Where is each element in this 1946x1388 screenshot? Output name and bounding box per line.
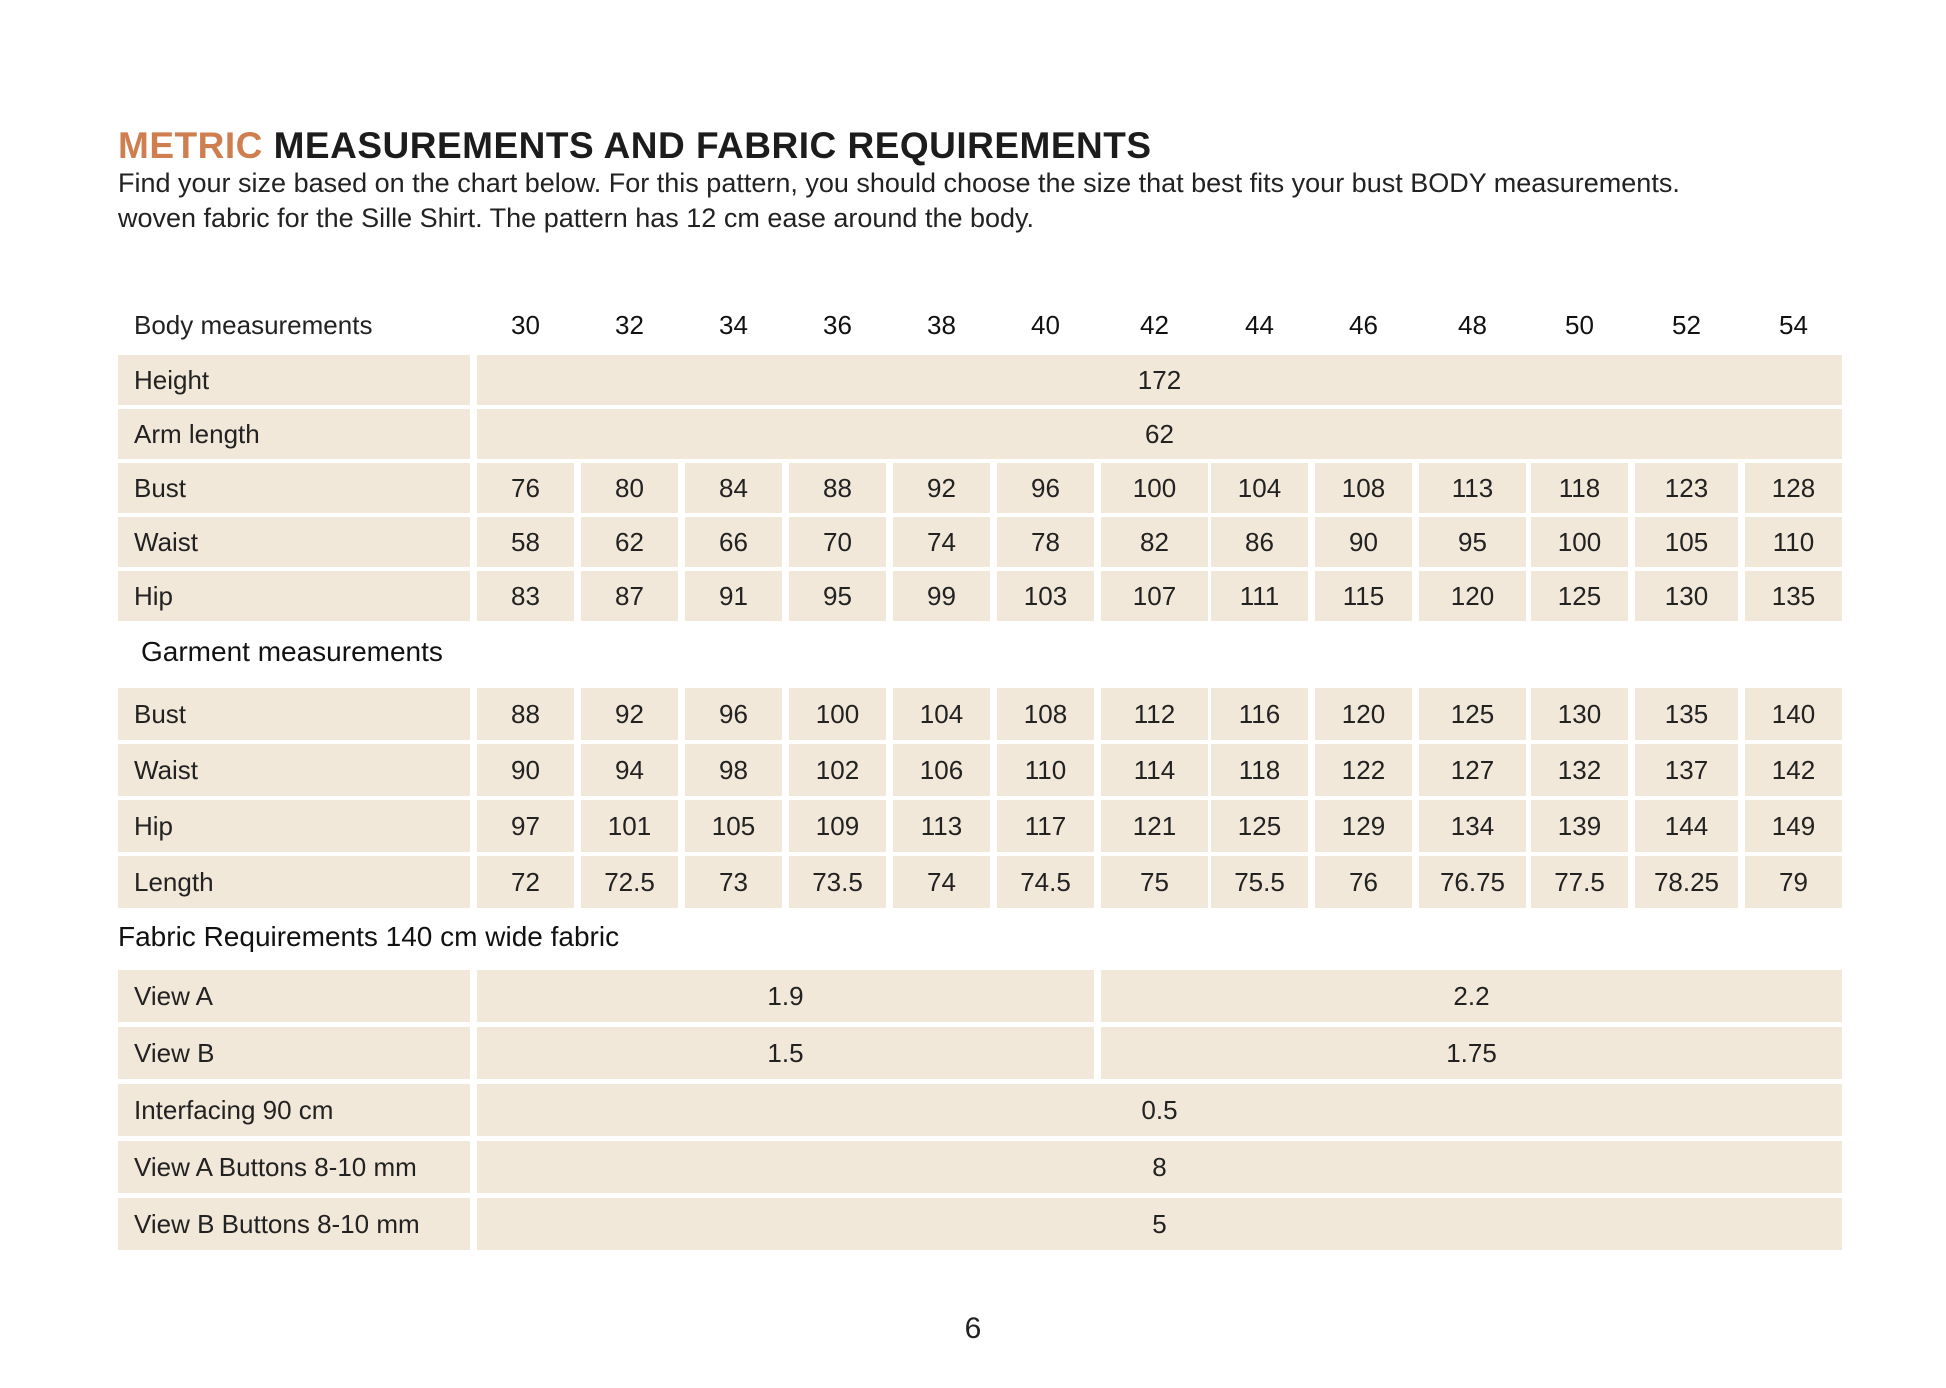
table-cell: 135 [1635,688,1738,740]
body-measurement-row [0,517,1946,567]
table-cell: 74 [893,517,990,567]
fabric-requirement-row [0,1084,1946,1136]
size-header-cell: 36 [823,309,852,340]
table-cell: 128 [1745,463,1842,513]
row-label: Waist [118,517,470,567]
table-cell: 94 [581,744,678,796]
table-cell: 70 [789,517,886,567]
table-cell: 111 [1211,571,1308,621]
table-cell: 106 [893,744,990,796]
split-cell: 2.2 [1101,970,1842,1022]
garment-measurement-row [0,744,1946,796]
page-title [118,122,1152,170]
size-header-cell: 48 [1458,309,1487,340]
table-cell: 108 [1315,463,1412,513]
table-cell: 75 [1101,856,1208,908]
fabric-requirement-row [0,1198,1946,1250]
table-cell: 125 [1211,800,1308,852]
table-cell: 73.5 [789,856,886,908]
size-header-cell: 44 [1245,309,1274,340]
intro-line-2: woven fabric for the Sille Shirt. The pattern has 12 cm ease around the body. [118,203,1035,233]
table-cell: 118 [1531,463,1628,513]
table-cell: 75.5 [1211,856,1308,908]
table-cell: 97 [477,800,574,852]
table-cell: 86 [1211,517,1308,567]
fabric-requirement-row [0,1141,1946,1193]
size-header-cell: 50 [1565,309,1594,340]
size-header-row [0,300,1946,350]
body-measurement-row [0,409,1946,459]
table-cell: 140 [1745,688,1842,740]
table-cell: 142 [1745,744,1842,796]
table-cell: 120 [1315,688,1412,740]
title-accent: METRIC [118,125,263,166]
fabric-requirement-row [0,970,1946,1022]
table-cell: 95 [789,571,886,621]
table-cell: 96 [997,463,1094,513]
table-cell: 123 [1635,463,1738,513]
row-label: Arm length [118,409,470,459]
table-cell: 130 [1635,571,1738,621]
table-cell: 104 [1211,463,1308,513]
table-cell: 99 [893,571,990,621]
table-cell: 98 [685,744,782,796]
fabric-section-heading: Fabric Requirements 140 cm wide fabric [118,921,620,952]
row-label: Bust [118,463,470,513]
span-cell: 172 [477,355,1842,405]
table-cell: 79 [1745,856,1842,908]
table-cell: 78 [997,517,1094,567]
table-cell: 113 [1419,463,1526,513]
span-cell: 5 [477,1198,1842,1250]
row-label: Waist [118,744,470,796]
table-cell: 113 [893,800,990,852]
table-cell: 120 [1419,571,1526,621]
split-cell: 1.9 [477,970,1094,1022]
size-header-cell: 38 [927,309,956,340]
table-cell: 82 [1101,517,1208,567]
intro-line-1: Find your size based on the chart below. For this pattern, you should choose the size that best fits your bust BODY measurements. [118,168,1680,198]
table-cell: 62 [581,517,678,567]
table-cell: 109 [789,800,886,852]
table-cell: 135 [1745,571,1842,621]
table-cell: 74 [893,856,990,908]
table-cell: 134 [1419,800,1526,852]
table-cell: 115 [1315,571,1412,621]
table-cell: 110 [1745,517,1842,567]
table-cell: 66 [685,517,782,567]
size-header-cell: 46 [1349,309,1378,340]
table-cell: 149 [1745,800,1842,852]
garment-measurement-row [0,688,1946,740]
table-cell: 96 [685,688,782,740]
table-cell: 105 [685,800,782,852]
table-cell: 122 [1315,744,1412,796]
table-cell: 76.75 [1419,856,1526,908]
row-label: View A [118,970,470,1022]
table-cell: 90 [477,744,574,796]
span-cell: 62 [477,409,1842,459]
row-label: Interfacing 90 cm [118,1084,470,1136]
table-cell: 100 [1101,463,1208,513]
table-cell: 121 [1101,800,1208,852]
table-cell: 114 [1101,744,1208,796]
table-cell: 72 [477,856,574,908]
table-cell: 112 [1101,688,1208,740]
table-cell: 104 [893,688,990,740]
table-cell: 117 [997,800,1094,852]
table-cell: 58 [477,517,574,567]
split-cell: 1.75 [1101,1027,1842,1079]
table-cell: 78.25 [1635,856,1738,908]
fabric-requirement-row [0,1027,1946,1079]
table-cell: 92 [581,688,678,740]
table-cell: 100 [789,688,886,740]
table-cell: 125 [1419,688,1526,740]
table-cell: 105 [1635,517,1738,567]
row-label: Length [118,856,470,908]
row-label: Body measurements [134,309,373,340]
table-cell: 103 [997,571,1094,621]
table-cell: 92 [893,463,990,513]
size-header-cell: 40 [1031,309,1060,340]
size-header-cell: 30 [511,309,540,340]
table-cell: 132 [1531,744,1628,796]
span-cell: 8 [477,1141,1842,1193]
garment-measurement-row [0,800,1946,852]
table-cell: 83 [477,571,574,621]
table-cell: 101 [581,800,678,852]
row-label: View B Buttons 8-10 mm [118,1198,470,1250]
table-cell: 95 [1419,517,1526,567]
table-cell: 72.5 [581,856,678,908]
table-cell: 90 [1315,517,1412,567]
table-cell: 84 [685,463,782,513]
table-cell: 88 [789,463,886,513]
table-cell: 116 [1211,688,1308,740]
row-label: Hip [118,571,470,621]
table-cell: 87 [581,571,678,621]
table-cell: 88 [477,688,574,740]
table-cell: 129 [1315,800,1412,852]
table-cell: 110 [997,744,1094,796]
size-header-cell: 52 [1672,309,1701,340]
table-cell: 107 [1101,571,1208,621]
table-cell: 118 [1211,744,1308,796]
size-header-cell: 54 [1779,309,1808,340]
table-cell: 144 [1635,800,1738,852]
body-measurement-row [0,571,1946,621]
title-rest: MEASUREMENTS AND FABRIC REQUIREMENTS [273,125,1152,166]
body-measurement-row [0,355,1946,405]
table-cell: 74.5 [997,856,1094,908]
row-label: Height [118,355,470,405]
size-header-cell: 32 [615,309,644,340]
table-cell: 102 [789,744,886,796]
table-cell: 80 [581,463,678,513]
row-label: Bust [118,688,470,740]
garment-measurement-row [0,856,1946,908]
row-label: View A Buttons 8-10 mm [118,1141,470,1193]
table-cell: 130 [1531,688,1628,740]
table-cell: 73 [685,856,782,908]
row-label: Hip [118,800,470,852]
table-cell: 100 [1531,517,1628,567]
span-cell: 0.5 [477,1084,1842,1136]
table-cell: 77.5 [1531,856,1628,908]
page-number: 6 [964,1312,982,1345]
row-label: View B [118,1027,470,1079]
table-cell: 91 [685,571,782,621]
size-header-cell: 42 [1140,309,1169,340]
split-cell: 1.5 [477,1027,1094,1079]
table-cell: 127 [1419,744,1526,796]
table-cell: 76 [477,463,574,513]
table-cell: 108 [997,688,1094,740]
table-cell: 139 [1531,800,1628,852]
table-cell: 137 [1635,744,1738,796]
size-header-cell: 34 [719,309,748,340]
garment-section-heading: Garment measurements [141,636,443,667]
intro-text [118,166,1918,236]
table-cell: 76 [1315,856,1412,908]
body-measurement-row [0,463,1946,513]
table-cell: 125 [1531,571,1628,621]
